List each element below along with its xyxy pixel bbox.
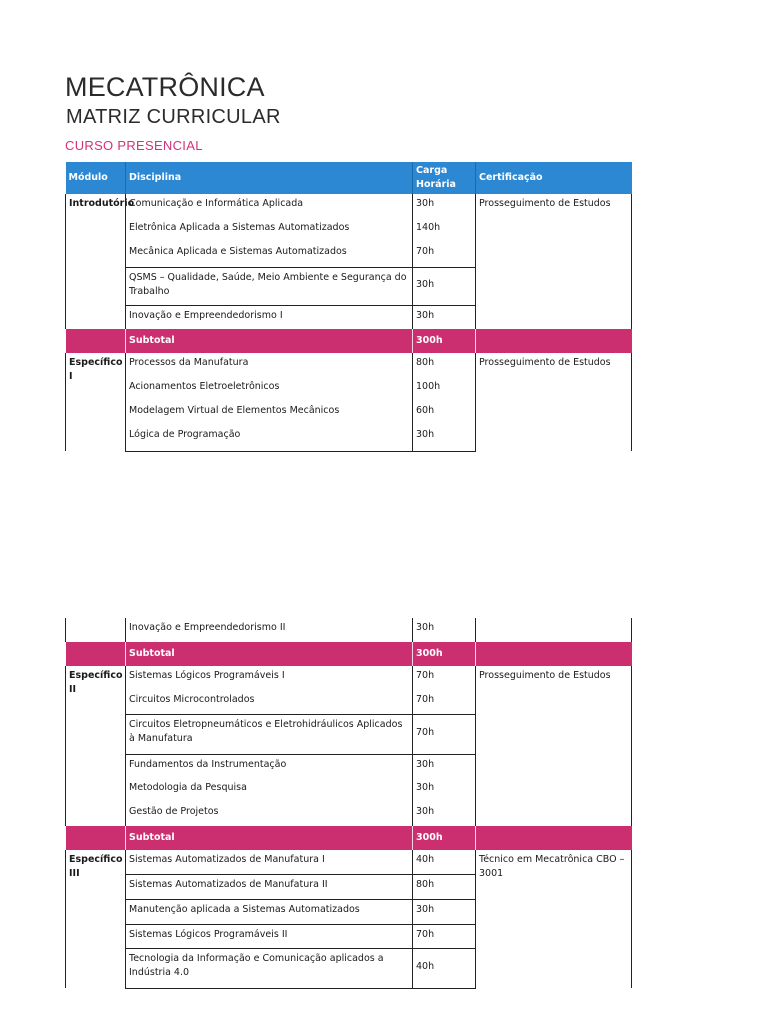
certification-cell: Prosseguimento de Estudos — [476, 666, 632, 826]
hours-cell: 30h — [413, 618, 476, 642]
hours-cell: 70h — [413, 924, 476, 948]
subtotal-row — [66, 329, 632, 353]
hours-cell: 80h — [413, 353, 476, 377]
table-row — [66, 666, 632, 690]
subtotal-row — [66, 826, 632, 850]
column-header-module: Módulo — [66, 162, 126, 194]
subtotal-empty-cell — [476, 642, 632, 666]
discipline-cell: Fundamentos da Instrumentação — [126, 754, 413, 778]
hours-cell: 30h — [413, 754, 476, 778]
discipline-cell: Sistemas Automatizados de Manufatura I — [126, 850, 413, 874]
hours-cell: 30h — [413, 802, 476, 826]
table-row — [66, 353, 632, 377]
page-title: MECATRÔNICA — [65, 72, 265, 102]
discipline-cell: Eletrônica Aplicada a Sistemas Automatizados — [126, 218, 413, 242]
hours-cell: 30h — [413, 778, 476, 802]
discipline-cell: Gestão de Projetos — [126, 802, 413, 826]
hours-cell: 60h — [413, 401, 476, 425]
course-type-label: CURSO PRESENCIAL — [65, 138, 203, 153]
subtotal-hours: 300h — [413, 329, 476, 353]
discipline-cell: Circuitos Microcontrolados — [126, 690, 413, 714]
hours-cell: 70h — [413, 690, 476, 714]
hours-cell: 40h — [413, 850, 476, 874]
hours-cell: 30h — [413, 267, 476, 305]
certification-cell: Técnico em Mecatrônica CBO – 3001 — [476, 850, 632, 988]
discipline-cell: Sistemas Lógicos Programáveis I — [126, 666, 413, 690]
table-row — [66, 618, 632, 642]
discipline-cell: Inovação e Empreendedorismo II — [126, 618, 413, 642]
discipline-cell: Processos da Manufatura — [126, 353, 413, 377]
discipline-cell: Circuitos Eletropneumáticos e Eletrohidráulicos Aplicados à Manufatura — [126, 714, 413, 754]
module-cell: Introdutório — [66, 194, 126, 329]
subtotal-label: Subtotal — [126, 329, 413, 353]
certification-cell-continued — [476, 618, 632, 642]
discipline-cell: Sistemas Automatizados de Manufatura II — [126, 874, 413, 899]
discipline-cell: Metodologia da Pesquisa — [126, 778, 413, 802]
page-subtitle: MATRIZ CURRICULAR — [66, 106, 281, 128]
discipline-cell: Comunicação e Informática Aplicada — [126, 194, 413, 218]
subtotal-empty-cell — [66, 329, 126, 353]
hours-cell: 140h — [413, 218, 476, 242]
column-header-discipline: Disciplina — [126, 162, 413, 194]
hours-cell: 40h — [413, 948, 476, 988]
hours-cell: 30h — [413, 305, 476, 329]
hours-cell: 30h — [413, 425, 476, 451]
curriculum-table-part-2 — [65, 618, 632, 989]
discipline-cell: Tecnologia da Informação e Comunicação aplicados a Indústria 4.0 — [126, 948, 413, 988]
hours-cell: 100h — [413, 377, 476, 401]
table-row — [66, 850, 632, 874]
subtotal-empty-cell — [476, 329, 632, 353]
discipline-cell: Manutenção aplicada a Sistemas Automatizados — [126, 899, 413, 924]
certification-cell: Prosseguimento de Estudos — [476, 194, 632, 329]
column-header-certification: Certificação — [476, 162, 632, 194]
module-cell: Específico I — [66, 353, 126, 451]
curriculum-table-part-1 — [65, 162, 632, 452]
discipline-cell: Modelagem Virtual de Elementos Mecânicos — [126, 401, 413, 425]
table-row — [66, 194, 632, 218]
subtotal-label: Subtotal — [126, 826, 413, 850]
hours-cell: 80h — [413, 874, 476, 899]
discipline-cell: Inovação e Empreendedorismo I — [126, 305, 413, 329]
discipline-cell: Sistemas Lógicos Programáveis II — [126, 924, 413, 948]
discipline-cell: QSMS – Qualidade, Saúde, Meio Ambiente e Segurança do Trabalho — [126, 267, 413, 305]
subtotal-empty-cell — [66, 642, 126, 666]
hours-cell: 70h — [413, 666, 476, 690]
module-cell: Específico II — [66, 666, 126, 826]
discipline-cell: Mecânica Aplicada e Sistemas Automatizados — [126, 242, 413, 267]
subtotal-row — [66, 642, 632, 666]
subtotal-empty-cell — [476, 826, 632, 850]
discipline-cell: Lógica de Programação — [126, 425, 413, 451]
hours-cell: 70h — [413, 714, 476, 754]
hours-cell: 30h — [413, 899, 476, 924]
subtotal-hours: 300h — [413, 826, 476, 850]
hours-cell: 70h — [413, 242, 476, 267]
module-cell-continued — [66, 618, 126, 642]
certification-cell: Prosseguimento de Estudos — [476, 353, 632, 451]
discipline-cell: Acionamentos Eletroeletrônicos — [126, 377, 413, 401]
table-header-row — [66, 162, 632, 194]
subtotal-label: Subtotal — [126, 642, 413, 666]
subtotal-empty-cell — [66, 826, 126, 850]
column-header-hours: Carga Horária — [413, 162, 476, 194]
module-cell: Específico III — [66, 850, 126, 988]
hours-cell: 30h — [413, 194, 476, 218]
subtotal-hours: 300h — [413, 642, 476, 666]
